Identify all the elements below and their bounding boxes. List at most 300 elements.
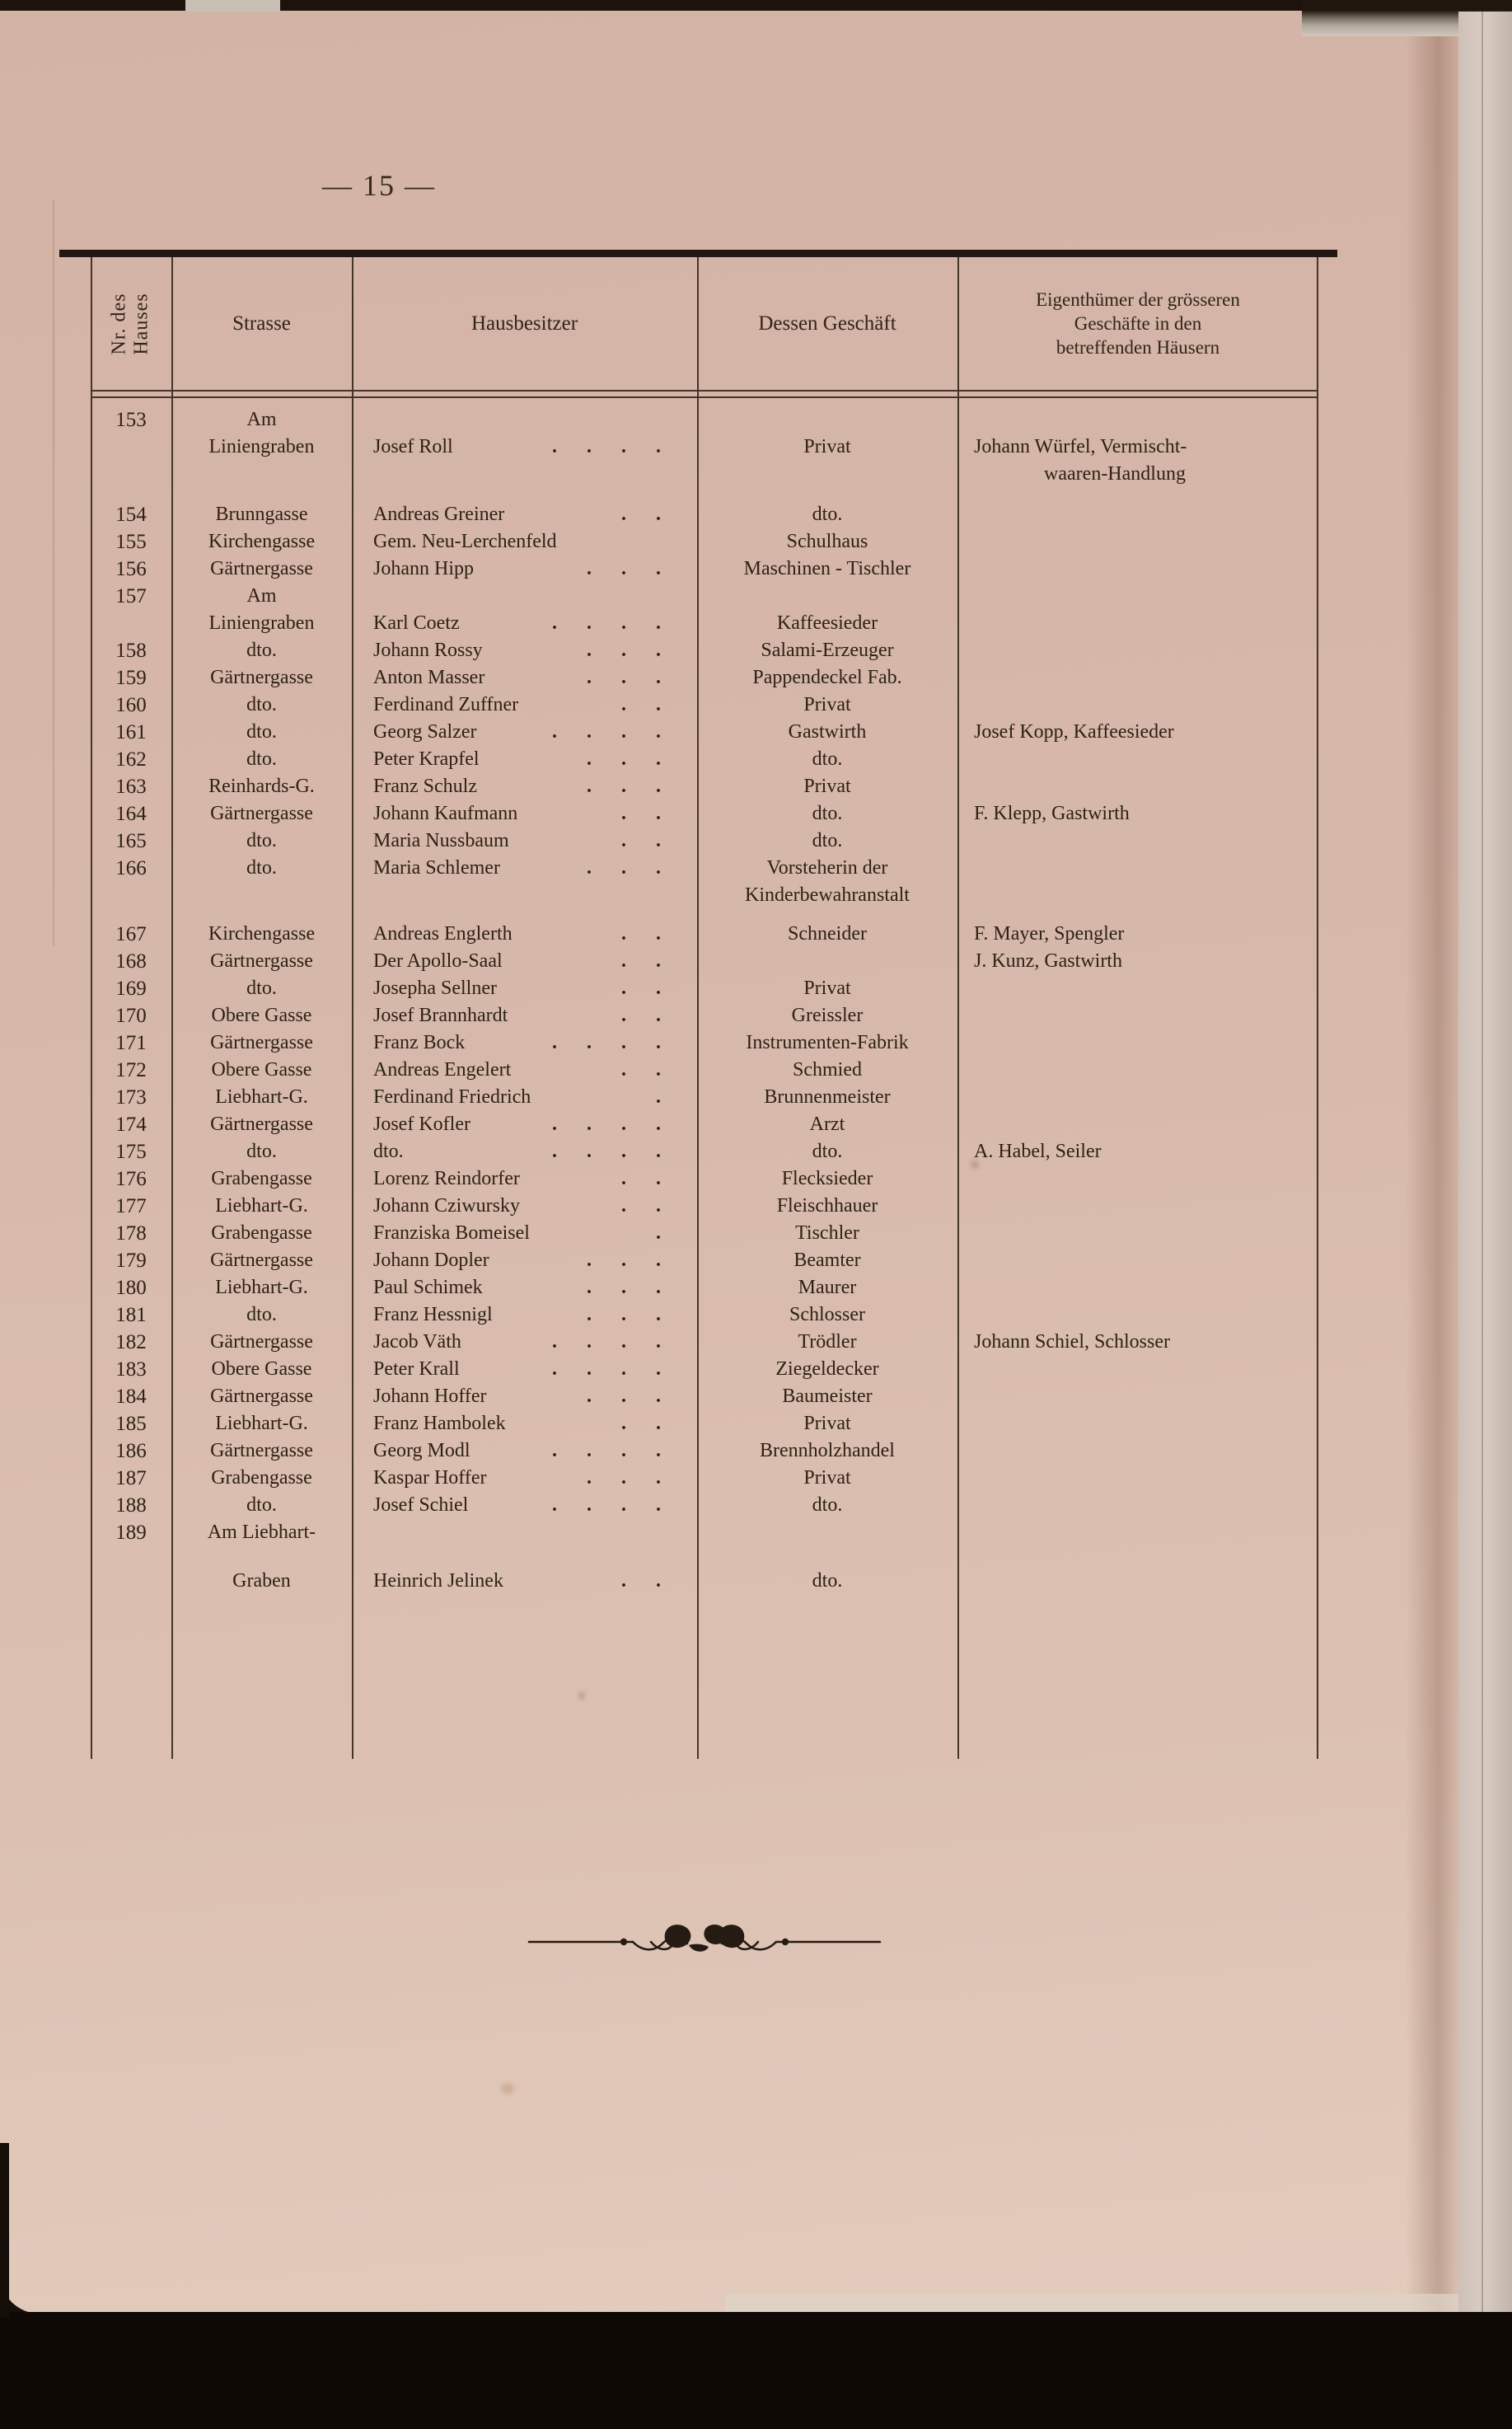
business: Maschinen - Tischler	[743, 558, 911, 579]
house-owner-name: Johann Kaufmann	[373, 803, 518, 824]
proprietor: Johann Würfel, Vermischt-	[974, 436, 1187, 457]
house-owner-name: Gem. Neu-Lerchenfeld	[373, 531, 557, 552]
table-row	[91, 1138, 1318, 1165]
house-number: 169	[115, 977, 147, 1000]
table-row	[91, 406, 1318, 434]
house-owner-cell	[352, 1386, 697, 1408]
business: Baumeister	[782, 1386, 873, 1407]
street: Kirchengasse	[208, 923, 316, 945]
leader-dots: . .	[621, 1005, 661, 1026]
house-number: 156	[115, 557, 147, 580]
business: Tischler	[795, 1222, 859, 1244]
leader-dots: . . . .	[552, 1114, 661, 1135]
table-row	[91, 948, 1318, 975]
house-owner-cell	[352, 558, 697, 580]
table-row	[91, 1002, 1318, 1029]
house-owner-name: Paul Schimek	[373, 1277, 483, 1298]
street: dto.	[246, 694, 277, 715]
street: Kirchengasse	[208, 531, 316, 552]
scan-bottom-edge	[0, 2312, 1512, 2429]
street: Am	[246, 585, 277, 607]
header-line: betreffenden Häusern	[1056, 337, 1220, 358]
business: Privat	[803, 1413, 851, 1434]
street: dto.	[246, 857, 277, 879]
header-business	[697, 257, 957, 390]
leader-dots: . . .	[587, 1386, 661, 1407]
table-row	[91, 1274, 1318, 1301]
business: Privat	[803, 776, 851, 797]
house-owner-cell	[352, 1222, 697, 1245]
house-number: 187	[115, 1466, 147, 1489]
house-owner-name: Maria Nussbaum	[373, 830, 509, 851]
house-number: 171	[115, 1031, 147, 1054]
street: dto.	[246, 721, 277, 743]
street: Liniengraben	[208, 612, 315, 634]
house-number: 176	[115, 1167, 147, 1190]
leader-dots: . . .	[587, 857, 661, 879]
header-street-label: Strasse	[232, 312, 291, 335]
house-owner-cell	[352, 1277, 697, 1299]
house-number: 166	[115, 856, 147, 879]
table-row	[91, 461, 1318, 488]
table-row	[91, 1193, 1318, 1220]
house-owner-cell	[352, 776, 697, 798]
house-owner-cell	[352, 1114, 697, 1136]
business: Schmied	[793, 1059, 862, 1081]
table-row	[91, 528, 1318, 556]
proprietor: F. Mayer, Spengler	[974, 923, 1125, 945]
house-owner-name: Johann Cziwursky	[373, 1195, 520, 1217]
house-owner-cell	[352, 504, 697, 526]
house-number: 153	[115, 408, 147, 431]
business: Ziegeldecker	[775, 1358, 879, 1380]
table-row	[91, 664, 1318, 692]
house-owner-cell	[352, 1032, 697, 1054]
table-row	[91, 975, 1318, 1002]
street: Am Liebhart-	[207, 1522, 316, 1543]
house-number: 158	[115, 639, 147, 662]
business: Trödler	[798, 1331, 857, 1353]
house-owner-cell	[352, 1141, 697, 1163]
leader-dots: . . . .	[552, 1440, 661, 1461]
business: Schlosser	[789, 1304, 865, 1325]
house-owner-name: Heinrich Jelinek	[373, 1570, 503, 1592]
house-owner-cell	[352, 1413, 697, 1435]
header-line: Geschäfte in den	[1074, 313, 1202, 334]
proprietor: J. Kunz, Gastwirth	[974, 950, 1122, 972]
house-owner-name: Johann Hipp	[373, 558, 474, 579]
house-number: 188	[115, 1494, 147, 1517]
street: dto.	[246, 1304, 277, 1325]
house-number: 160	[115, 693, 147, 716]
house-number: 177	[115, 1194, 147, 1217]
leader-dots: . .	[621, 923, 661, 945]
house-owner-name: Ferdinand Friedrich	[373, 1086, 531, 1108]
table-row	[91, 1465, 1318, 1492]
street: Gärtnergasse	[210, 1386, 313, 1407]
leader-dots: . . .	[587, 776, 661, 797]
house-owner-name: Anton Masser	[373, 667, 485, 688]
business: dto.	[812, 1570, 843, 1592]
table-row	[91, 773, 1318, 800]
table-row	[91, 746, 1318, 773]
house-owner-name: Josef Kofler	[373, 1114, 470, 1135]
header-business-label: Dessen Geschäft	[758, 312, 896, 335]
house-owner-name: Georg Modl	[373, 1440, 470, 1461]
table-row	[91, 434, 1318, 461]
street: Gärtnergasse	[210, 558, 313, 579]
business: dto.	[812, 803, 843, 824]
proprietor: waaren-Handlung	[1044, 463, 1186, 485]
business: Privat	[803, 1467, 851, 1489]
house-owner-name: Josef Schiel	[373, 1494, 469, 1516]
house-number: 172	[115, 1058, 147, 1081]
house-number: 162	[115, 748, 147, 771]
street: dto.	[246, 640, 277, 661]
business: Arzt	[809, 1114, 845, 1135]
house-owner-cell	[352, 1358, 697, 1381]
house-number: 159	[115, 666, 147, 689]
table-row	[91, 1329, 1318, 1356]
header-house-number	[91, 257, 171, 390]
house-owner-cell	[352, 1168, 697, 1190]
house-owner-cell	[352, 1570, 697, 1592]
street: Gärtnergasse	[210, 803, 313, 824]
table-row	[91, 1519, 1318, 1546]
house-number: 157	[115, 584, 147, 607]
house-number: 164	[115, 802, 147, 825]
street: dto.	[246, 978, 277, 999]
house-owner-name: Georg Salzer	[373, 721, 477, 743]
business: Fleischhauer	[776, 1195, 878, 1217]
house-number: 184	[115, 1385, 147, 1408]
leader-dots: . .	[621, 950, 661, 972]
street: Grabengasse	[211, 1222, 312, 1244]
leader-dots: . . . .	[552, 436, 661, 457]
table-row	[91, 1057, 1318, 1084]
street: Gärtnergasse	[210, 1440, 313, 1461]
leader-dots: . .	[621, 803, 661, 824]
business: Vorsteherin der	[766, 857, 888, 879]
leader-dots: . . .	[587, 558, 661, 579]
proprietor: Josef Kopp, Kaffeesieder	[974, 721, 1174, 743]
street: Grabengasse	[211, 1467, 312, 1489]
house-owner-cell	[352, 1304, 697, 1326]
paper-crease	[53, 199, 54, 945]
house-number: 182	[115, 1330, 147, 1353]
street: Grabengasse	[211, 1168, 312, 1189]
table-row	[91, 719, 1318, 746]
house-owner-name: Johann Dopler	[373, 1250, 489, 1271]
house-owner-cell	[352, 1440, 697, 1462]
house-number: 180	[115, 1276, 147, 1299]
header-line: Eigenthümer der grösseren	[1036, 289, 1240, 310]
proprietor: Johann Schiel, Schlosser	[974, 1331, 1170, 1353]
header-line: Hauses	[130, 292, 152, 355]
street: Gärtnergasse	[210, 950, 313, 972]
business: dto.	[812, 1141, 843, 1162]
page-number: — 15 —	[322, 169, 436, 202]
house-number: 170	[115, 1004, 147, 1027]
table-row	[91, 828, 1318, 855]
table-row	[91, 1165, 1318, 1193]
leader-dots: . . .	[587, 1467, 661, 1489]
house-number: 155	[115, 530, 147, 553]
business: Beamter	[793, 1250, 861, 1271]
house-owner-name: Peter Krapfel	[373, 748, 480, 770]
paper-stain	[578, 1691, 585, 1700]
house-owner-cell	[352, 436, 697, 458]
table-row	[91, 882, 1318, 909]
leader-dots: . . .	[587, 640, 661, 661]
street: Gärtnergasse	[210, 1114, 313, 1135]
table-row	[91, 1356, 1318, 1383]
table-row	[91, 1492, 1318, 1519]
street: Gärtnergasse	[210, 667, 313, 688]
leader-dots: . .	[621, 830, 661, 851]
house-number: 161	[115, 720, 147, 743]
street: Liebhart-G.	[215, 1277, 308, 1298]
house-owner-cell	[352, 748, 697, 771]
table-row	[91, 1383, 1318, 1410]
house-owner-name: Peter Krall	[373, 1358, 460, 1380]
house-owner-cell	[352, 803, 697, 825]
house-owner-name: Franz Hessnigl	[373, 1304, 493, 1325]
house-number: 179	[115, 1249, 147, 1272]
street: dto.	[246, 748, 277, 770]
house-owner-name: dto.	[373, 1141, 404, 1162]
house-owner-name: Josef Brannhardt	[373, 1005, 508, 1026]
house-number: 165	[115, 829, 147, 852]
table-row	[91, 1301, 1318, 1329]
house-owner-name: Franz Bock	[373, 1032, 466, 1053]
street: Gärtnergasse	[210, 1250, 313, 1271]
header-street	[171, 257, 352, 390]
street: dto.	[246, 1141, 277, 1162]
leader-dots: . .	[621, 1570, 661, 1592]
house-owner-name: Andreas Engelert	[373, 1059, 512, 1081]
street: Obere Gasse	[211, 1059, 312, 1081]
business: Instrumenten-Fabrik	[746, 1032, 909, 1053]
scan-top-edge-patch	[185, 0, 280, 12]
table-header-row	[91, 257, 1318, 390]
table-row	[91, 1220, 1318, 1247]
street: Obere Gasse	[211, 1005, 312, 1026]
leader-dots: . . . .	[552, 1358, 661, 1380]
house-owner-cell	[352, 1195, 697, 1217]
house-owner-name: Karl Coetz	[373, 612, 460, 634]
house-number: 154	[115, 503, 147, 526]
house-owner-cell	[352, 1005, 697, 1027]
house-number: 181	[115, 1303, 147, 1326]
house-owner-name: Maria Schlemer	[373, 857, 500, 879]
house-owner-cell	[352, 1467, 697, 1489]
house-owner-name: Lorenz Reindorfer	[373, 1168, 520, 1189]
house-owner-cell	[352, 978, 697, 1000]
business: Schulhaus	[786, 531, 868, 552]
leader-dots: . .	[621, 1059, 661, 1081]
table-row	[91, 637, 1318, 664]
table-row	[91, 1437, 1318, 1465]
house-number: 183	[115, 1358, 147, 1381]
house-number: 185	[115, 1412, 147, 1435]
table-row	[91, 1410, 1318, 1437]
street: Gärtnergasse	[210, 1032, 313, 1053]
house-owner-cell	[352, 857, 697, 879]
house-number: 178	[115, 1222, 147, 1245]
leader-dots: . .	[621, 1413, 661, 1434]
business: Flecksieder	[781, 1168, 873, 1189]
street: Liebhart-G.	[215, 1413, 308, 1434]
house-owner-cell	[352, 531, 697, 553]
street: Obere Gasse	[211, 1358, 312, 1380]
house-owner-cell	[352, 1086, 697, 1109]
house-owner-name: Johann Hoffer	[373, 1386, 487, 1407]
leader-dots: . .	[621, 978, 661, 999]
house-owner-name: Franz Hambolek	[373, 1413, 506, 1434]
business: Pappendeckel Fab.	[752, 667, 902, 688]
header-house-number-label	[109, 293, 153, 354]
table-row	[91, 501, 1318, 528]
house-owner-cell	[352, 612, 697, 635]
business: Salami-Erzeuger	[761, 640, 894, 661]
table-row	[91, 855, 1318, 882]
house-number: 163	[115, 775, 147, 798]
street: dto.	[246, 830, 277, 851]
business: dto.	[812, 830, 843, 851]
business: Kaffeesieder	[776, 612, 878, 634]
leader-dots: . . . .	[552, 1331, 661, 1353]
street: Liniengraben	[208, 436, 315, 457]
leader-dots: . . .	[587, 1250, 661, 1271]
street: Liebhart-G.	[215, 1195, 308, 1217]
house-owner-name: Franziska Bomeisel	[373, 1222, 530, 1244]
leader-dots: . . . .	[552, 721, 661, 743]
leader-dots: . . .	[587, 667, 661, 688]
business: Privat	[803, 978, 851, 999]
business: Privat	[803, 694, 851, 715]
house-owner-cell	[352, 721, 697, 743]
table-row	[91, 1568, 1318, 1595]
book-fore-edge	[1458, 12, 1512, 2319]
house-owner-cell	[352, 1331, 697, 1353]
flourish-divider-ornament	[527, 1920, 882, 1960]
street: Graben	[232, 1570, 291, 1592]
house-owner-name: Kaspar Hoffer	[373, 1467, 487, 1489]
house-owner-cell	[352, 1059, 697, 1081]
table-row	[91, 583, 1318, 610]
house-owner-name: Josef Roll	[373, 436, 453, 457]
leader-dots: . . .	[587, 748, 661, 770]
leader-dots: . .	[621, 504, 661, 525]
street: Brunngasse	[215, 504, 308, 525]
leader-dots: . .	[621, 1168, 661, 1189]
business: dto.	[812, 748, 843, 770]
leader-dots: . .	[621, 1195, 661, 1217]
house-number: 175	[115, 1140, 147, 1163]
scan-left-edge	[0, 2143, 9, 2318]
street: Reinhards-G.	[208, 776, 315, 797]
house-owner-name: Andreas Greiner	[373, 504, 505, 525]
house-owner-cell	[352, 950, 697, 973]
house-owner-cell	[352, 640, 697, 662]
street: Am	[246, 409, 277, 430]
house-owner-name: Andreas Englerth	[373, 923, 513, 945]
leader-dots: . .	[621, 694, 661, 715]
proprietor: A. Habel, Seiler	[974, 1141, 1102, 1162]
house-number: 174	[115, 1113, 147, 1136]
table-row	[91, 1247, 1318, 1274]
business: dto.	[812, 1494, 843, 1516]
house-owner-cell	[352, 830, 697, 852]
house-owner-name: Der Apollo-Saal	[373, 950, 503, 972]
business: Brunnenmeister	[764, 1086, 891, 1108]
house-owner-cell	[352, 1250, 697, 1272]
house-owner-cell	[352, 923, 697, 945]
business: Brennholzhandel	[760, 1440, 895, 1461]
business: Kinderbewahranstalt	[745, 884, 910, 906]
house-owner-name: Josepha Sellner	[373, 978, 497, 999]
business: Greissler	[791, 1005, 864, 1026]
table-row	[91, 692, 1318, 719]
header-line: Nr. des	[108, 293, 130, 355]
table-row	[91, 556, 1318, 583]
house-number: 167	[115, 922, 147, 945]
street: Liebhart-G.	[215, 1086, 308, 1108]
house-number: 173	[115, 1086, 147, 1109]
leader-dots: .	[656, 1086, 661, 1108]
leader-dots: .	[656, 1222, 661, 1244]
house-owner-name: Johann Rossy	[373, 640, 483, 661]
table-row	[91, 921, 1318, 948]
house-owner-cell	[352, 667, 697, 689]
street: Gärtnergasse	[210, 1331, 313, 1353]
business: dto.	[812, 504, 843, 525]
table-body	[91, 395, 1318, 1595]
leader-dots: . . .	[587, 1304, 661, 1325]
house-owner-name: Franz Schulz	[373, 776, 477, 797]
business: Gastwirth	[788, 721, 867, 743]
business: Maurer	[798, 1277, 857, 1298]
leader-dots: . . . .	[552, 612, 661, 634]
leader-dots: . . .	[587, 1277, 661, 1298]
house-owner-name: Jacob Väth	[373, 1331, 461, 1353]
business: Schneider	[788, 923, 867, 945]
proprietor: F. Klepp, Gastwirth	[974, 803, 1130, 824]
table-row	[91, 1084, 1318, 1111]
table-row	[91, 1029, 1318, 1057]
house-number: 168	[115, 950, 147, 973]
house-owner-cell	[352, 1494, 697, 1517]
business: Privat	[803, 436, 851, 457]
paper-stain	[501, 2084, 514, 2094]
leader-dots: . . . .	[552, 1141, 661, 1162]
table-row	[91, 800, 1318, 828]
street: dto.	[246, 1494, 277, 1516]
header-proprietors	[957, 257, 1318, 390]
house-number: 186	[115, 1439, 147, 1462]
header-house-owner	[352, 257, 697, 390]
house-number: 189	[115, 1521, 147, 1544]
house-owner-cell	[352, 694, 697, 716]
header-house-owner-label: Hausbesitzer	[470, 312, 578, 335]
table-row	[91, 1111, 1318, 1138]
leader-dots: . . . .	[552, 1494, 661, 1516]
leader-dots: . . . .	[552, 1032, 661, 1053]
table-top-rule	[59, 250, 1337, 257]
house-owner-name: Ferdinand Zuffner	[373, 694, 519, 715]
table-row	[91, 610, 1318, 637]
